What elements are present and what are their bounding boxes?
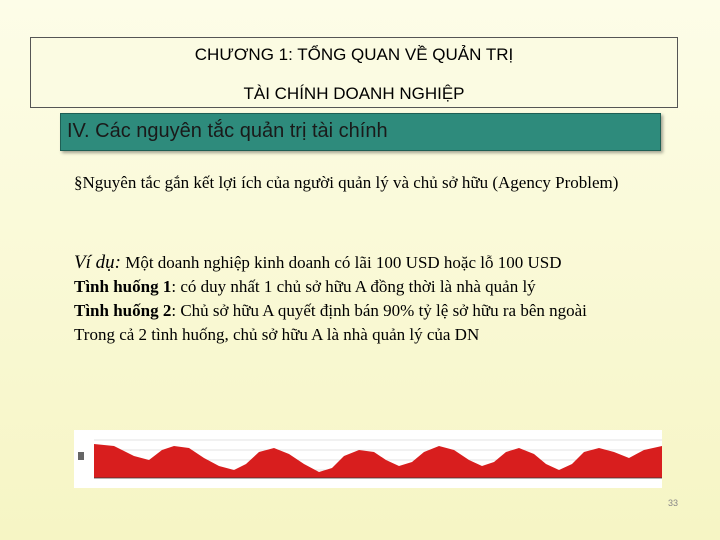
conclusion-text: Trong cả 2 tình huống, chủ sở hữu A là nhà quản lý của DN: [74, 325, 480, 344]
case2-label: Tình huống 2: [74, 301, 172, 320]
example-paragraph: [74, 251, 654, 347]
section-heading: IV. Các nguyên tắc quản trị tài chính: [67, 120, 388, 142]
slide-title-line-2: TÀI CHÍNH DOANH NGHIỆP: [243, 84, 465, 103]
case1-text: : có duy nhất 1 chủ sở hữu A đồng thời là nhà quản lý: [171, 277, 536, 296]
section-heading-bar: [60, 113, 661, 151]
bullet-marker: §: [74, 173, 83, 192]
slide-title-box: [30, 37, 678, 108]
case2-text: : Chủ sở hữu A quyết định bán 90% tỷ lệ sở hữu ra bên ngoài: [171, 301, 587, 320]
page-number: 33: [667, 498, 678, 508]
chart-axis-marker: [78, 452, 84, 460]
example-label: Ví dụ:: [74, 252, 121, 273]
slide-title-line-1: CHƯƠNG 1: TỔNG QUAN VỀ QUẢN TRỊ: [194, 45, 514, 64]
decorative-elevation-chart: [74, 430, 662, 488]
bullet-text: Nguyên tắc gắn kết lợi ích của người quản lý và chủ sở hữu (Agency Problem): [82, 173, 619, 192]
bullet-paragraph: [74, 170, 654, 195]
example-text: Một doanh nghiệp kinh doanh có lãi 100 USD hoặc lỗ 100 USD: [120, 253, 562, 272]
case1-label: Tình huống 1: [74, 277, 172, 296]
